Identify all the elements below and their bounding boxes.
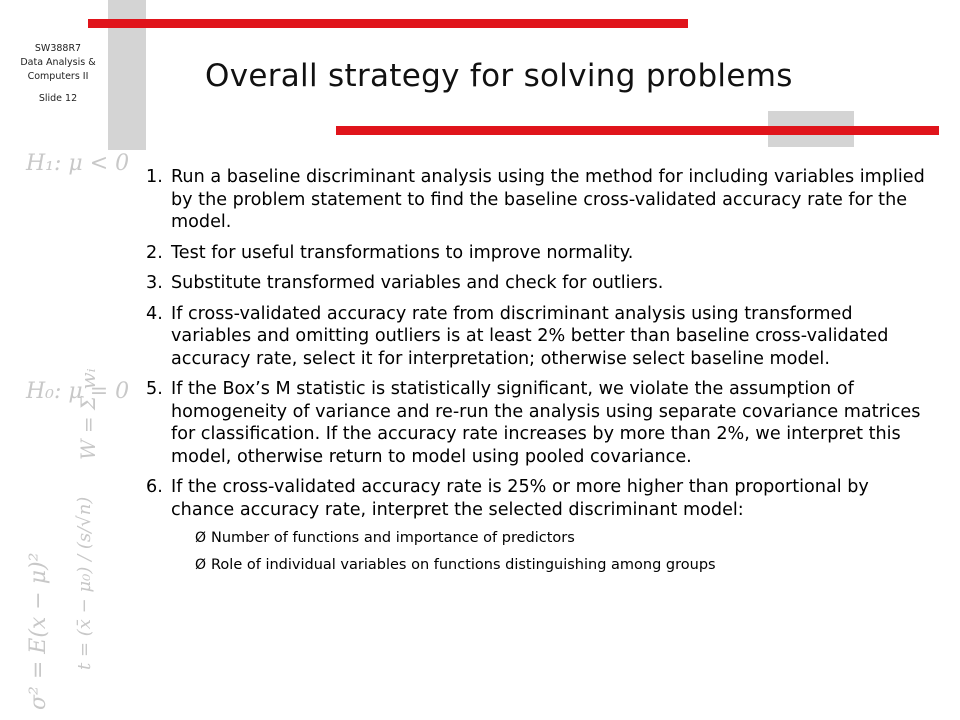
step-number: 4. — [146, 303, 163, 324]
step-text: If cross-validated accuracy rate from discriminant analysis using transformed variables and omitting outliers is at least 2% better than baseline cross-validated accuracy rate, select it for interpretation; otherwise select baseline model. — [171, 303, 889, 369]
step-5 — [146, 378, 936, 468]
top-red-bar — [88, 19, 688, 28]
slide-title: Overall strategy for solving problems — [205, 58, 793, 94]
slide-number: Slide 12 — [38, 93, 78, 104]
formula-h0: H₀: μ = 0 — [26, 379, 130, 404]
formula-h1: H₁: μ < 0 — [26, 151, 130, 176]
step-4 — [146, 303, 936, 371]
sub-bullet-text: Number of functions and importance of predictors — [211, 530, 575, 546]
step-text: Run a baseline discriminant analysis using the method for including variables implied by the problem statement to find the baseline cross-validated accuracy rate for the model. — [171, 167, 925, 232]
formula-watermark — [0, 150, 130, 720]
arrow-bullet-icon: Ø — [195, 557, 207, 573]
step-2 — [146, 242, 936, 265]
course-name-line1: Data Analysis & — [20, 57, 96, 68]
formula-sigma: σ² = E(x − μ)² — [26, 552, 51, 710]
course-name-line2: Computers II — [27, 71, 89, 82]
step-number: 5. — [146, 379, 163, 399]
step-text: Substitute transformed variables and check for outliers. — [171, 273, 664, 293]
step-1 — [146, 166, 936, 234]
formula-w: W = Σ wᵢ — [76, 368, 100, 460]
step-text: If the cross-validated accuracy rate is 25% or more higher than proportional by chance accuracy rate, interpret the selected discriminant model: — [171, 477, 869, 520]
sub-bullet-2 — [171, 555, 936, 575]
step-number: 3. — [146, 273, 163, 293]
sub-bullet-text: Role of individual variables on functions distinguishing among groups — [211, 557, 716, 573]
step-number: 1. — [146, 167, 163, 187]
sub-bullet-1 — [171, 528, 936, 548]
arrow-bullet-icon: Ø — [195, 530, 207, 546]
course-code: SW388R7 — [34, 43, 82, 54]
step-number: 6. — [146, 477, 163, 497]
title-underline-red-bar — [336, 126, 939, 135]
slide-content — [146, 166, 936, 583]
formula-t: t = (x̄ − μ₀) / (s/√n) — [74, 496, 95, 670]
step-text: Test for useful transformations to improve normality. — [171, 242, 634, 263]
step-6 — [146, 476, 936, 575]
course-info — [10, 42, 106, 106]
step-number: 2. — [146, 242, 163, 263]
step-text: If the Box’s M statistic is statistically significant, we violate the assumption of homogeneity of variance and re-run the analysis using separate covariance matrices for classification. If the accuracy rate increases by more than 2%, we interpret this model, otherwise return to model using pooled covariance. — [171, 379, 921, 467]
step-3 — [146, 272, 936, 295]
